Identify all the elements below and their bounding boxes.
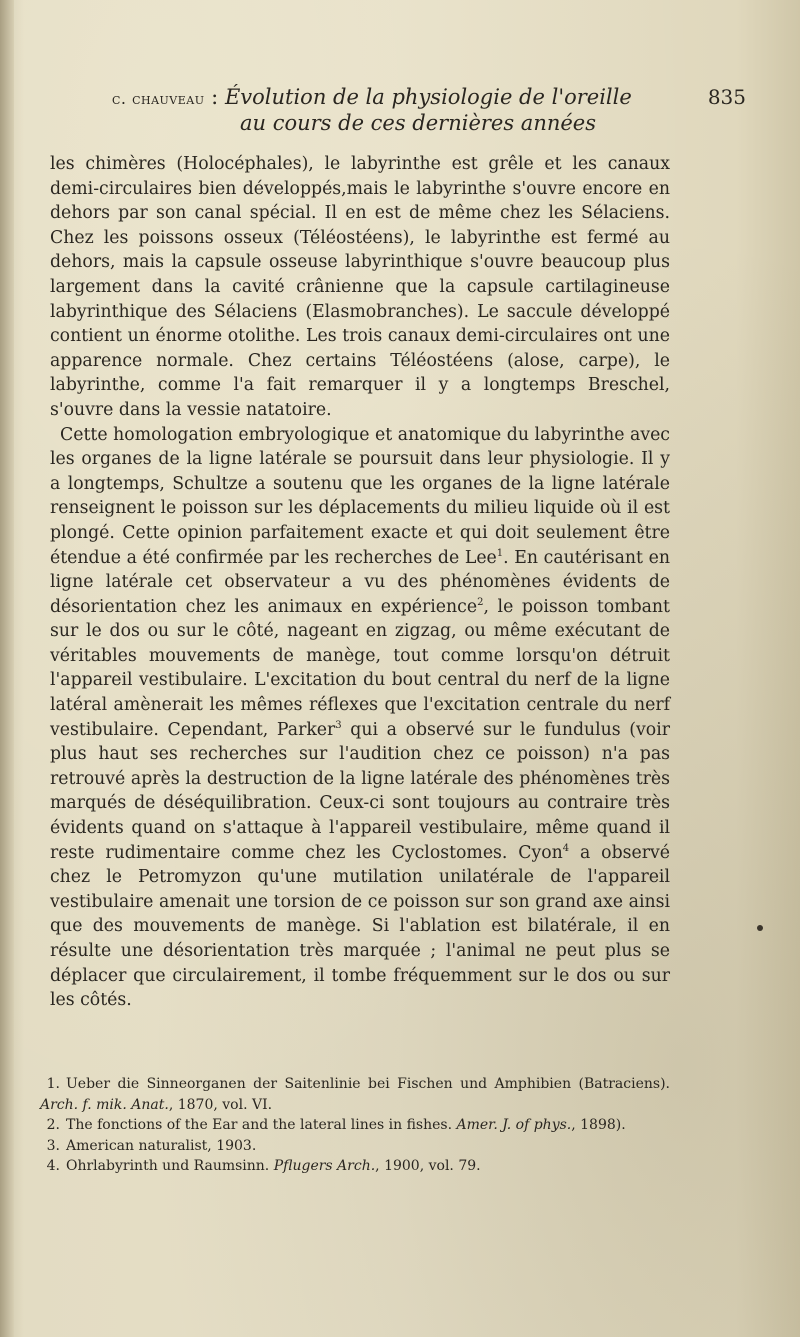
paragraph-2-part-c: , le poisson tombant sur le dos ou sur le côté, nageant en zigzag, ou même exécutant de véritables mouvements de manège, tout comme lorsqu'on détruit l'appareil vestibulaire. L'excitation du bout central du nerf de la ligne latéral amènerait les mêmes réflexes que l'excitation centrale du nerf vestibulaire. Cependant, Parker — [50, 596, 671, 740]
footnote-text: Ueber die Sinneorganen der Saitenlinie bei Fischen und Amphibien (Batraciens). — [66, 1076, 670, 1092]
running-header — [60, 82, 746, 142]
paragraph-1: les chimères (Holocéphales), le labyrinthe est grêle et les canaux demi-circulaires bien développés,mais le labyrinthe s'ouvre encore en dehors par son canal spécial. Il en est de même chez les Sélaciens. Chez les poissons osseux (Téléostéens), le labyrinthe est fermé au dehors, mais la capsule osseuse labyrinthique s'ouvre beaucoup plus largement dans la cavité crânienne que la capsule cartilagineuse labyrinthique des Sélaciens (Elasmobranches). Le saccule développé contient un énorme otolithe. Les trois canaux demi-circulaires ont une apparence normale. Chez certains Téléostéens (alose, carpe), le labyrinthe, comme l'a fait remarquer il y a longtemps Breschel, s'ouvre dans la vessie natatoire. — [50, 154, 670, 420]
footnote-number: 2. — [46, 1117, 60, 1133]
footnote-ref-2: 2 — [477, 596, 484, 608]
footnote-citation: , 1898). — [571, 1117, 626, 1133]
footnote-journal: Arch. f. mik. Anat. — [40, 1096, 169, 1113]
footnote-number: 4. — [46, 1158, 60, 1174]
page-number: 835 — [707, 85, 746, 109]
footnotes — [40, 1074, 670, 1177]
paragraph-2-part-e: a observé chez le Petromyzon qu'une mutilation unilatérale de l'appareil vestibulaire amenait une torsion de ce poisson sur son grand axe ainsi que des mouvements de manège. Si l'ablation est bilatérale, il en résulte une désorientation très marquée ; l'animal ne peut plus se déplacer que circulairement, il tombe fréquemment sur le dos ou sur les côtés. — [50, 842, 670, 1011]
footnote-journal: Amer. J. of phys. — [456, 1117, 572, 1133]
header-author: c. chauveau — [112, 89, 205, 108]
page-binding-edge — [0, 0, 14, 1337]
header-title: Évolution de la physiologie de l'oreille — [224, 85, 632, 109]
footnote-2 — [40, 1115, 670, 1136]
footnote-4 — [40, 1156, 670, 1177]
footnote-citation: , 1900, vol. 79. — [375, 1158, 481, 1174]
paragraph-2 — [50, 423, 670, 1013]
footnote-text: The fonctions of the Ear and the lateral lines in fishes. — [66, 1117, 457, 1133]
footnote-3 — [40, 1136, 670, 1157]
paragraph-2-part-b: . En cautérisant en ligne latérale cet observateur a vu des phénomènes évidents de désorientation chez les animaux en expérience — [50, 547, 670, 617]
footnote-ref-1: 1 — [496, 547, 504, 559]
main-text — [50, 152, 670, 1013]
footnote-citation: , 1870, vol. VI. — [168, 1096, 273, 1113]
footnote-journal: Pflugers Arch. — [273, 1158, 376, 1174]
header-colon: : — [204, 85, 225, 109]
footnote-text: American naturalist, 1903. — [66, 1137, 257, 1154]
footnote-number: 3. — [46, 1137, 60, 1154]
footnote-ref-4: 4 — [562, 842, 570, 854]
header-subtitle: au cours de ces dernières années — [239, 111, 597, 135]
ink-speck — [757, 925, 763, 931]
paragraph-2-part-d: qui a observé sur le fundulus (voir plus haut ses recherches sur l'audition chez ce poisson) n'a pas retrouvé après la destruction de la ligne latérale des phénomènes très marqués de déséquilibration. Ceux-ci sont toujours au contraire très évidents quand on s'attaque à l'appareil vestibulaire, même quand il reste rudimentaire comme chez les Cyclostomes. Cyon — [50, 719, 670, 863]
footnote-text: Ohrlabyrinth und Raumsinn. — [66, 1158, 274, 1174]
paragraph-2-part-a: Cette homologation embryologique et anatomique du labyrinthe avec les organes de la ligne latérale se poursuit dans leur physiologie. Il y a longtemps, Schultze a soutenu que les organes de la ligne latérale renseignent le poisson sur les déplacements du milieu liquide où il est plongé. Cette opinion parfaitement exacte et qui doit seulement être étendue a été confirmée par les recherches de Lee — [50, 424, 670, 568]
footnote-ref-3: 3 — [335, 719, 342, 731]
footnote-number: 1. — [46, 1076, 60, 1092]
footnote-1 — [40, 1074, 670, 1115]
